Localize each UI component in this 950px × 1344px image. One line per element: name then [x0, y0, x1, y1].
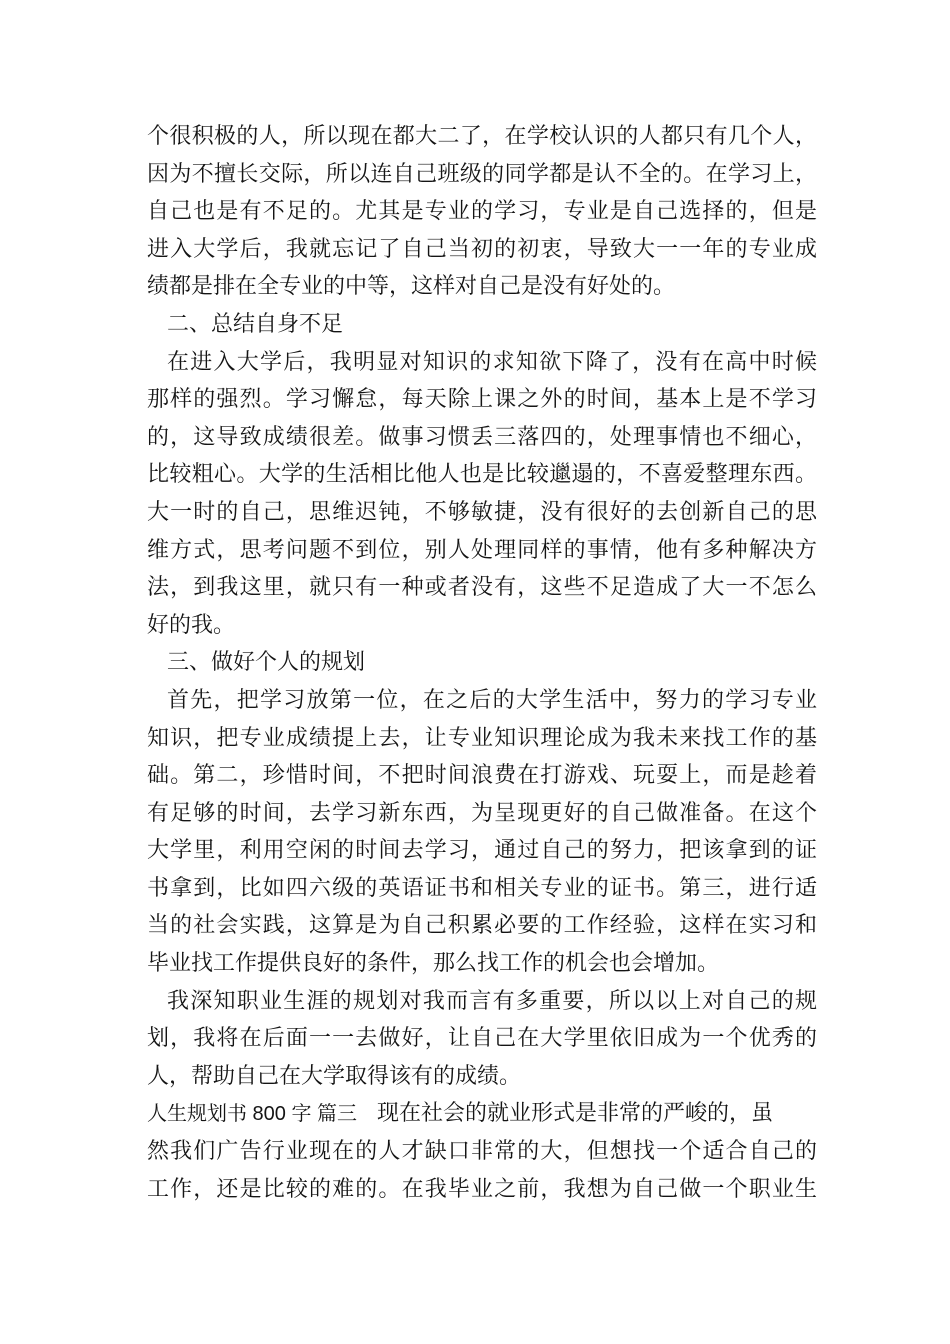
paragraph-line: 维方式，思考问题不到位，别人处理同样的事情，他有多种解决方 — [147, 537, 817, 563]
paragraph-line: 自己也是有不足的。尤其是专业的学习，专业是自己选择的，但是 — [147, 199, 817, 225]
paragraph-line: 好的我。 — [147, 612, 236, 638]
paragraph-line: 有足够的时间，去学习新东西，为呈现更好的自己做准备。在这个 — [147, 800, 817, 826]
next-article-first-line — [147, 1095, 817, 1133]
paragraph-line: 我深知职业生涯的规划对我而言有多重要，所以以上对自己的规 — [167, 988, 817, 1014]
paragraph-line: 比较粗心。大学的生活相比他人也是比较邋遢的，不喜爱整理东西。 — [147, 462, 817, 488]
paragraph-line: 知识，把专业成绩提上去，让专业知识理论成为我未来找工作的基 — [147, 725, 817, 751]
paragraph-line: 法，到我这里，就只有一种或者没有，这些不足造成了大一不怎么 — [147, 575, 817, 601]
paragraph-line: 当的社会实践，这算是为自己积累必要的工作经验，这样在实习和 — [147, 913, 817, 939]
paragraph-line: 大一时的自己，思维迟钝，不够敏捷，没有很好的去创新自己的思 — [147, 499, 817, 525]
paragraph-line: 人，帮助自己在大学取得该有的成绩。 — [147, 1063, 522, 1089]
paragraph-line: 然我们广告行业现在的人才缺口非常的大，但想找一个适合自己的 — [147, 1139, 817, 1165]
document-body — [147, 118, 817, 1208]
next-article-text: 现在社会的就业形式是非常的严峻的，虽 — [377, 1101, 774, 1127]
section-heading-3: 三、做好个人的规划 — [167, 650, 366, 676]
paragraph-line: 础。第二，珍惜时间，不把时间浪费在打游戏、玩耍上，而是趁着 — [147, 763, 817, 789]
paragraph-line: 因为不擅长交际，所以连自己班级的同学都是认不全的。在学习上， — [147, 161, 817, 187]
paragraph-line: 书拿到，比如四六级的英语证书和相关专业的证书。第三，进行适 — [147, 875, 817, 901]
paragraph-line: 的，这导致成绩很差。做事习惯丢三落四的，处理事情也不细心， — [147, 424, 817, 450]
paragraph-line: 工作，还是比较的难的。在我毕业之前，我想为自己做一个职业生 — [147, 1176, 817, 1202]
paragraph-line: 绩都是排在全专业的中等，这样对自己是没有好处的。 — [147, 274, 676, 300]
next-article-title: 人生规划书 800 字 篇三 — [147, 1103, 358, 1126]
paragraph-line: 个很积极的人，所以现在都大二了，在学校认识的人都只有几个人， — [147, 124, 817, 149]
paragraph-line: 大学里，利用空闲的时间去学习，通过自己的努力，把该拿到的证 — [147, 838, 817, 864]
paragraph-line: 那样的强烈。学习懈怠，每天除上课之外的时间，基本上是不学习 — [147, 387, 817, 413]
paragraph-line: 在进入大学后，我明显对知识的求知欲下降了，没有在高中时候 — [167, 349, 817, 375]
paragraph-line: 毕业找工作提供良好的条件，那么找工作的机会也会增加。 — [147, 951, 720, 977]
paragraph-line: 首先，把学习放第一位，在之后的大学生活中，努力的学习专业 — [167, 687, 817, 713]
section-heading-2: 二、总结自身不足 — [167, 311, 344, 337]
paragraph-line: 划，我将在后面一一去做好，让自己在大学里依旧成为一个优秀的 — [147, 1026, 817, 1052]
paragraph-line: 进入大学后，我就忘记了自己当初的初衷，导致大一一年的专业成 — [147, 236, 817, 262]
